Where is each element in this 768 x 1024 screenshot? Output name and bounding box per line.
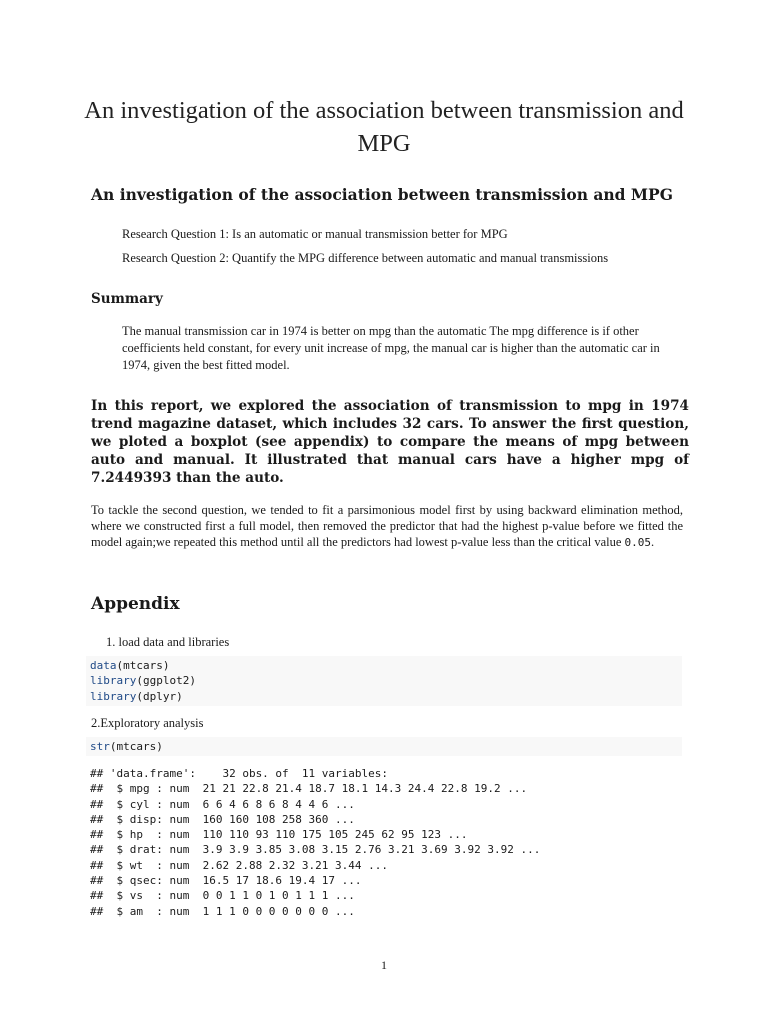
code-function: str <box>90 740 110 753</box>
code-line <box>90 689 682 704</box>
document-title: An investigation of the association between transmission and MPG <box>84 97 684 157</box>
code-line <box>90 673 682 688</box>
output-line: ## $ cyl : num 6 6 4 6 8 6 8 4 4 6 ... <box>90 797 355 811</box>
output-line: ## 'data.frame': 32 obs. of 11 variables: <box>90 767 389 780</box>
method-text: To tackle the second question, we tended to fit a parsimonious model first by using backward elimination method, where we constructed first a full model, then removed the predictor that had the highest p-value before we fitted the model again;we repeated this method until all the predictors had lowest p-value less than the critical value <box>91 503 683 549</box>
research-question-2: Research Question 2: Quantify the MPG difference between automatic and manual transmissions <box>122 251 609 265</box>
summary-heading: Summary <box>91 291 163 307</box>
list-item-load-data: 1. load data and libraries <box>106 635 230 649</box>
code-args: (mtcars) <box>109 740 163 753</box>
output-line: ## $ wt : num 2.62 2.88 2.32 3.21 3.44 ... <box>90 858 389 872</box>
code-args: (ggplot2) <box>136 674 196 688</box>
section-heading: An investigation of the association between transmission and MPG <box>91 185 673 204</box>
output-line: ## $ disp: num 160 160 108 258 360 ... <box>90 812 355 826</box>
code-function: data <box>90 659 117 672</box>
method-end: . <box>651 535 655 549</box>
str-output <box>90 766 690 919</box>
output-line: ## $ mpg : num 21 21 22.8 21.4 18.7 18.1 14.3 24.4 22.8 19.2 ... <box>90 782 528 796</box>
output-line: ## $ am : num 1 1 1 0 0 0 0 0 0 0 ... <box>90 904 355 918</box>
summary-text: The manual transmission car in 1974 is better on mpg than the automatic The mpg difference is if other coefficients held constant, for every unit increase of mpg, the manual car is higher than the automatic car in 1974, given the best fitted model. <box>122 324 660 372</box>
method-paragraph <box>91 502 683 551</box>
output-line: ## $ qsec: num 16.5 17 18.6 19.4 17 ... <box>90 874 362 888</box>
code-line <box>90 658 682 673</box>
output-line: ## $ hp : num 110 110 93 110 175 105 245 62 95 123 ... <box>90 828 468 842</box>
output-line: ## $ drat: num 3.9 3.9 3.85 3.08 3.15 2.76 3.21 3.69 3.92 3.92 ... <box>90 843 541 857</box>
code-function: library <box>90 674 137 688</box>
code-block-load <box>86 656 682 706</box>
code-line <box>90 739 682 754</box>
code-function: library <box>90 689 137 703</box>
research-question-1: Research Question 1: Is an automatic or manual transmission better for MPG <box>122 227 508 241</box>
critical-value-code: 0.05 <box>624 536 652 549</box>
lead-paragraph: In this report, we explored the association of transmission to mpg in 1974 trend magazine dataset, which includes 32 cars. To answer the first question, we ploted a boxplot (see appendix) to compare the means of mpg between auto and manual. It illustrated that manual cars have a higher mpg of 7.2449393 than the auto. <box>91 398 689 486</box>
appendix-heading: Appendix <box>91 594 180 614</box>
page-number: 1 <box>381 958 387 972</box>
output-line: ## $ vs : num 0 0 1 1 0 1 0 1 1 1 ... <box>90 889 355 903</box>
code-args: (mtcars) <box>116 659 170 672</box>
list-item-exploratory: 2.Exploratory analysis <box>91 716 204 730</box>
code-args: (dplyr) <box>136 689 183 703</box>
code-block-str <box>86 737 682 756</box>
